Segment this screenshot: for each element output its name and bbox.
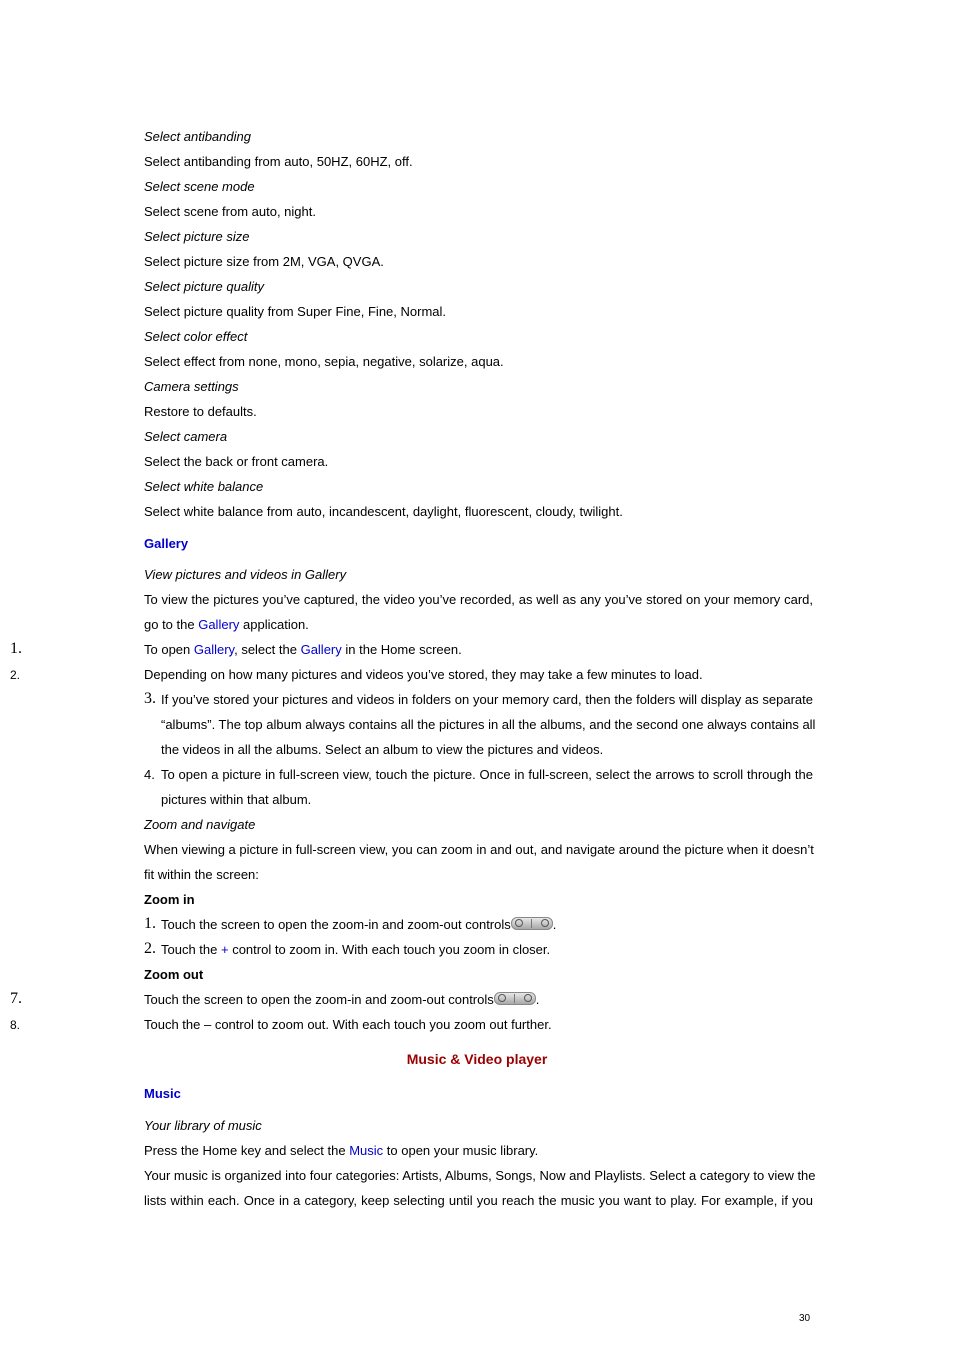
zoom-out-heading: Zoom out <box>144 967 204 982</box>
camera-settings-text: Restore to defaults. <box>144 404 257 419</box>
gallery-step2-number: 2. <box>10 668 21 682</box>
gallery-step3-line3: the videos in all the albums. Select an album to view the pictures and videos. <box>161 742 604 757</box>
gallery-step1-number: 1. <box>10 640 22 657</box>
gallery-step3-number: 3. <box>144 690 156 707</box>
music-video-section-heading: Music & Video player <box>406 1051 548 1067</box>
picture-quality-text: Select picture quality from Super Fine, Fine, Normal. <box>144 304 447 319</box>
zoom-in-heading: Zoom in <box>144 892 195 907</box>
gallery-step4-line2: pictures within that album. <box>161 792 312 807</box>
music-heading: Music <box>144 1086 181 1101</box>
gallery-step3-line1: If you’ve stored your pictures and videos in folders on your memory card, then the folders will display as separate <box>161 692 813 707</box>
zoom-out-step2-number: 8. <box>10 1018 21 1032</box>
gallery-step4-line1: To open a picture in full-screen view, touch the picture. Once in full-screen, select the arrows to scroll through the <box>161 767 813 782</box>
picture-size-text: Select picture size from 2M, VGA, QVGA. <box>144 254 384 269</box>
white-balance-text: Select white balance from auto, incandescent, daylight, fluorescent, cloudy, twilight. <box>144 504 623 519</box>
music-link[interactable]: Music <box>349 1143 384 1158</box>
gallery-step3-line2: “albums”. The top album always contains all the pictures in all the albums, and the second one always contains all <box>161 717 816 732</box>
picture-size-title: Select picture size <box>144 229 250 244</box>
zoom-intro-line1: When viewing a picture in full-screen view, you can zoom in and out, and navigate around the picture when it doesn’t <box>144 842 814 857</box>
gallery-heading: Gallery <box>144 536 189 551</box>
zoom-out-step1-number: 7. <box>10 990 22 1007</box>
zoom-in-step1-number: 1. <box>144 915 156 932</box>
select-camera-title: Select camera <box>144 429 228 444</box>
gallery-step4-number: 4. <box>144 767 155 782</box>
zoom-in-step2-number: 2. <box>144 940 156 957</box>
music-line2: Your music is organized into four categories: Artists, Albums, Songs, Now and Playlists. Select a category to view the <box>144 1168 816 1183</box>
zoom-out-step1: Touch the screen to open the zoom-in and zoom-out controls . <box>144 992 540 1007</box>
scene-mode-title: Select scene mode <box>144 179 255 194</box>
gallery-intro-line2: go to the Gallery application. <box>144 617 309 632</box>
color-effect-title: Select color effect <box>144 329 248 344</box>
picture-quality-title: Select picture quality <box>144 279 264 294</box>
zoom-subheading: Zoom and navigate <box>144 817 256 832</box>
page-number: 30 <box>799 1313 811 1324</box>
zoom-out-step2: Touch the – control to zoom out. With each touch you zoom out further. <box>144 1017 552 1032</box>
scene-mode-text: Select scene from auto, night. <box>144 204 316 219</box>
gallery-link[interactable]: Gallery <box>193 642 235 657</box>
gallery-link[interactable]: Gallery <box>198 617 240 632</box>
select-camera-text: Select the back or front camera. <box>144 454 329 469</box>
gallery-subheading: View pictures and videos in Gallery <box>144 567 347 582</box>
music-line3: lists within each. Once in a category, keep selecting until you reach the music you want to play. For example, if you <box>144 1193 813 1208</box>
zoom-controls-icon <box>494 992 536 1005</box>
gallery-step2: Depending on how many pictures and videos you’ve stored, they may take a few minutes to load. <box>144 667 703 682</box>
gallery-link[interactable]: Gallery <box>300 642 342 657</box>
gallery-intro-line1: To view the pictures you’ve captured, the video you’ve recorded, as well as any you’ve stored on your memory card, <box>144 592 813 607</box>
zoom-in-step2: Touch the + control to zoom in. With each touch you zoom in closer. <box>161 942 551 957</box>
music-subheading: Your library of music <box>144 1118 262 1133</box>
zoom-in-step1: Touch the screen to open the zoom-in and zoom-out controls . <box>161 917 557 932</box>
white-balance-title: Select white balance <box>144 479 264 494</box>
color-effect-text: Select effect from none, mono, sepia, negative, solarize, aqua. <box>144 354 504 369</box>
music-line1: Press the Home key and select the Music to open your music library. <box>144 1143 539 1158</box>
zoom-controls-icon <box>511 917 553 930</box>
antibanding-title: Select antibanding <box>144 129 251 144</box>
antibanding-text: Select antibanding from auto, 50HZ, 60HZ, off. <box>144 154 413 169</box>
gallery-step1: To open Gallery, select the Gallery in the Home screen. <box>144 642 462 657</box>
camera-settings-title: Camera settings <box>144 379 239 394</box>
zoom-intro-line2: fit within the screen: <box>144 867 259 882</box>
